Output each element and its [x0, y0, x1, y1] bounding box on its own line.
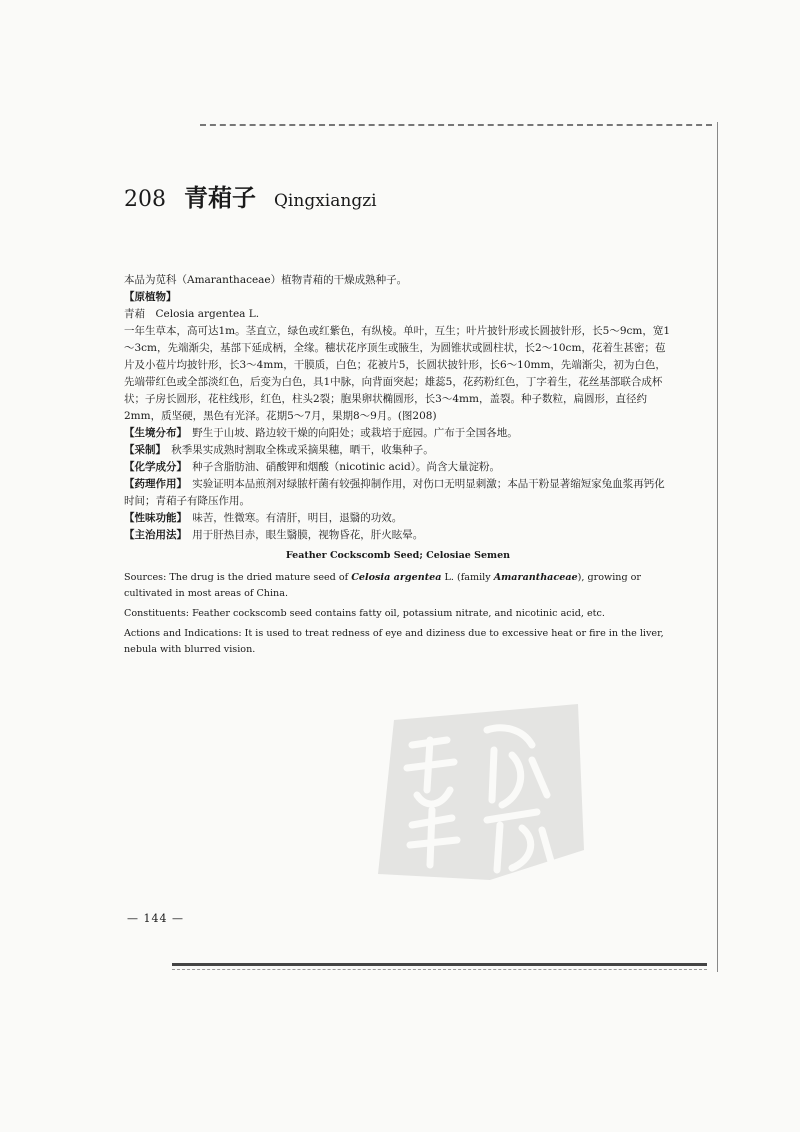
plant-name: 青葙 Celosia argentea L. [124, 308, 260, 320]
sources-text: Sources: The drug is the dried mature seed of [124, 572, 352, 583]
bottom-rule-dashed [172, 969, 707, 970]
section-chemistry [124, 459, 672, 476]
english-constituents: Constituents: Feather cockscomb seed contains fatty oil, potassium nitrate, and nicotinic acid, etc. [124, 608, 605, 619]
section-text: 味苦，性微寒。有清肝，明目，退翳的功效。 [192, 512, 403, 524]
section-text: 种子含脂肪油、硝酸钾和烟酸（nicotinic acid）。尚含大量淀粉。 [192, 461, 500, 473]
section-tag: 【药理作用】 [124, 478, 182, 490]
english-title: Feather Cockscomb Seed; Celosiae Semen [285, 550, 511, 561]
section-pharmacology [124, 476, 672, 510]
top-rule [200, 124, 712, 126]
bottom-rule [172, 963, 707, 966]
sources-text: L. (family [441, 572, 494, 583]
section-processing [124, 442, 672, 459]
entry-number: 208 [124, 187, 166, 212]
plant-section-tag: 【原植物】 [124, 291, 177, 303]
section-habitat [124, 425, 672, 442]
section-tag: 【化学成分】 [124, 461, 182, 473]
english-sources [124, 570, 672, 602]
entry-title-chinese: 青葙子 [184, 184, 256, 212]
entry-heading [124, 178, 377, 213]
section-text: 实验证明本品煎剂对绿脓杆菌有较强抑制作用，对伤口无明显刺激；本品干粉显著缩短家兔血浆再钙化时间；青葙子有降压作用。 [124, 478, 665, 507]
section-tag: 【生境分布】 [124, 427, 182, 439]
section-text: 秋季果实成熟时割取全株或采摘果穗，晒干，收集种子。 [171, 444, 434, 456]
family-name: Amaranthaceae [493, 572, 578, 583]
entry-title-pinyin: Qingxiangzi [274, 191, 377, 211]
section-tag: 【采制】 [124, 444, 161, 456]
right-margin-rule [717, 122, 718, 972]
section-indications [124, 527, 672, 544]
plant-description: 一年生草本，高可达1m。茎直立，绿色或红紫色，有纵棱。单叶，互生；叶片披针形或长圆披针形，长5～9cm，宽1～3cm，先端渐尖，基部下延成柄，全缘。穗状花序顶生或腋生，为圆锥状或圆柱状，长2～10cm，花着生甚密；苞片及小苞片均披针形，长3～4mm，干膜质，白色；花被片5，长圆状披针形，长6～10mm，先端渐尖，初为白色，先端带红色或全部淡红色，后变为白色，具1中脉，向背面突起；雄蕊5，花药粉红色，丁字着生，花丝基部联合成杯状；子房长圆形，花柱线形，红色，柱头2裂；胞果卵状椭圆形，长3～4mm，盖裂。种子数粒，扁圆形，直径约2mm，质坚硬，黑色有光泽。花期5～7月，果期8～9月。(图208) [124, 325, 671, 422]
section-tag: 【主治用法】 [124, 529, 182, 541]
section-properties [124, 510, 672, 527]
intro-paragraph: 本品为苋科（Amaranthaceae）植物青葙的干燥成熟种子。 [124, 274, 408, 286]
chinese-description [124, 272, 672, 544]
english-description [124, 570, 672, 662]
section-text: 用于肝热目赤，眼生翳膜，视物昏花，肝火眩晕。 [192, 529, 424, 541]
section-tag: 【性味功能】 [124, 512, 182, 524]
english-actions: Actions and Indications: It is used to treat redness of eye and diziness due to excessive heat or fire in the liver, nebula with blurred vision. [124, 628, 664, 655]
page-number: — 144 — [127, 912, 184, 925]
sources-text: ), growing or cultivated in most areas of China. [124, 572, 642, 599]
seal-watermark [372, 700, 587, 885]
section-text: 野生于山坡、路边较干燥的向阳处；或栽培于庭园。广布于全国各地。 [192, 427, 518, 439]
species-name: Celosia argentea [351, 572, 442, 583]
